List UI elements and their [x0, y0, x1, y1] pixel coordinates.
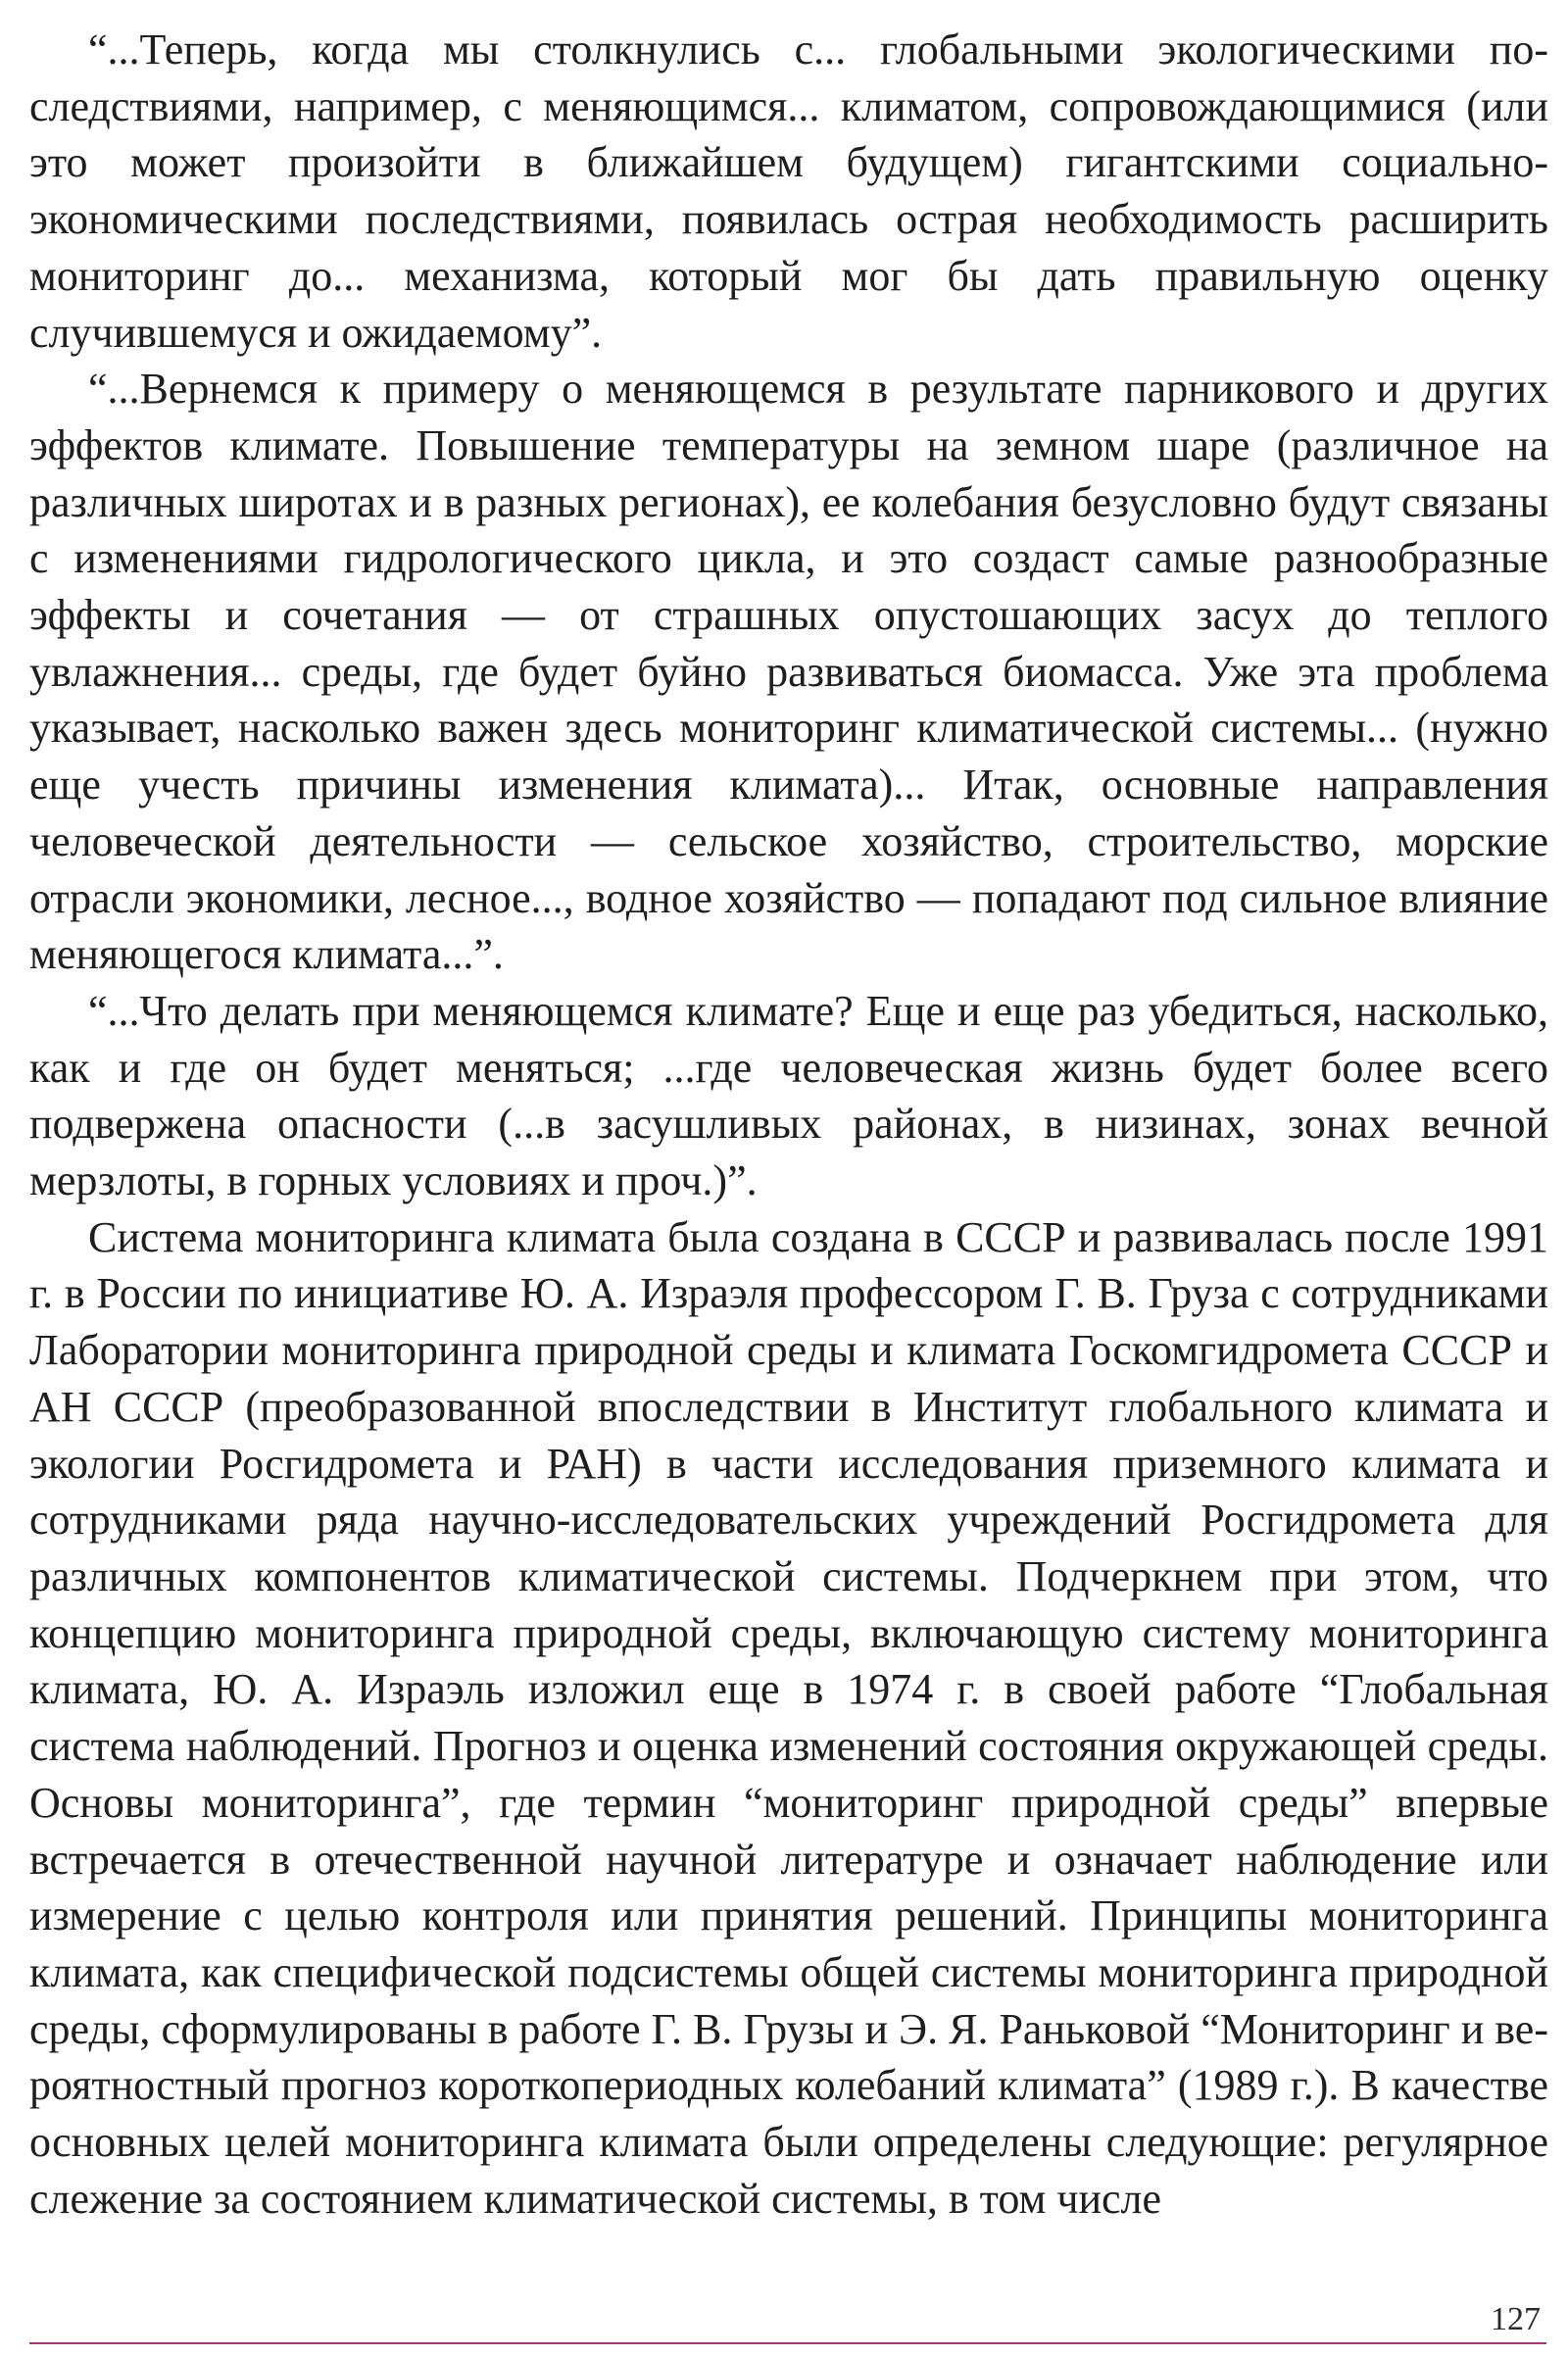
- footer-divider: [29, 2342, 1546, 2344]
- paragraph-monitoring-system-history: Система мониторинга климата была создана в СССР и развивалась после 1991 г. в России по инициативе Ю. А. Израэля профессором Г. В. Груза с сотрудниками Лаборатории мониторинга природной среды и климата Госкомгидромета СССР и АН СССР (преобразованной впоследствии в Институт глобального климата и экологии Росгидромета и РАН) в части исследования приземного климата и сотрудниками ряда научно-исследовательских учреждений Росгидромета для различных компонентов климатической системы. Подчеркнем при этом, что концепцию мониторинга природной среды, включающую систему мониторинга климата, Ю. А. Израэль изложил еще в 1974 г. в своей работе “Глобальная система наблюдений. Прогноз и оценка изменений состояния окружающей среды. Основы мониторинга”, где термин “мониторинг природной среды” впервые встречается в отечественной научной литературе и означает наблюдение или измерение с целью контроля или принятия решений. Принципы мониторинга климата, как специфической подсистемы общей системы мониторинга природной среды, сформулированы в работе Г. В. Грузы и Э. Я. Раньковой “Мониторинг и вероятностный прогноз короткопериодных колебаний климата” (1989 г.). В качестве основных целей мониторинга климата были определены следующие: регулярное слежение за состоянием климатической системы, в том числе: [29, 1212, 1548, 2223]
- paragraph-quote-global-consequences: “...Теперь, когда мы столкнулись с... глобальными экологическими последствиями, например, с меняющимся... климатом, сопровождающимися (или это может произойти в ближайшем будущем) гигантскими социально-экономическими последствиями, появилась острая необходимость расширить мониторинг до... механизма, который мог бы дать правильную оценку случившемуся и ожидаемому”.: [29, 25, 1548, 357]
- paragraph-quote-what-to-do: “...Что делать при меняющемся климате? Еще и еще раз убедиться, насколько, как и где он будет меняться; ...где человеческая жизнь будет более всего подвержена опасности (...в засушливых районах, в низинах, зонах вечной мерзлоты, в горных условиях и проч.)”.: [29, 986, 1548, 1205]
- paragraph-quote-changing-climate: “...Вернемся к примеру о меняющемся в результате парникового и других эффектов климате. Повышение температуры на земном шаре (различное на различных широтах и в разных регионах), ее колебания безусловно будут связаны с изменениями гидрологического цикла, и это создаст самые разнообразные эффекты и сочетания — от страшных опустошающих засух до теплого увлажнения... среды, где будет буйно развиваться биомасса. Уже эта проблема указывает, насколько важен здесь мониторинг климатической системы... (нужно еще учесть причины изменения климата)... Итак, основные направления человеческой деятельности — сельское хозяйство, строительство, морские отрасли экономики, лесное..., водное хозяйство — попадают под сильное влияние меняющегося климата...”.: [29, 365, 1548, 979]
- document-page: [29, 22, 1548, 2227]
- page-number: 127: [1491, 2301, 1541, 2337]
